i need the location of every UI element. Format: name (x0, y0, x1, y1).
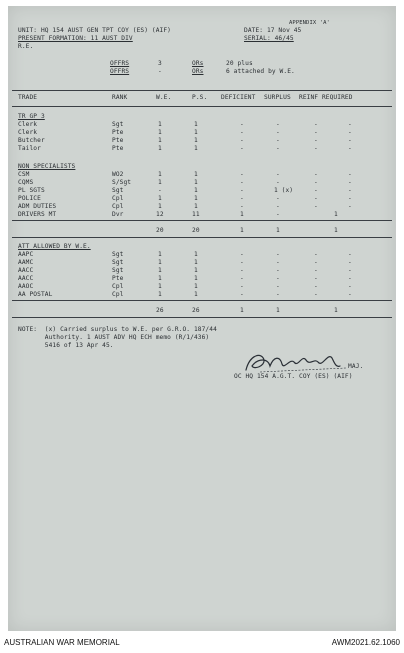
footer-institution: AUSTRALIAN WAR MEMORIAL (4, 638, 120, 647)
total-we: 26 (156, 307, 164, 314)
reinf-cell: - (314, 259, 318, 266)
ps-cell: 1 (194, 171, 198, 178)
surplus-cell: - (276, 251, 280, 258)
we-cell: 1 (158, 267, 162, 274)
trade-cell: DRIVERS MT (18, 211, 57, 218)
we-cell: 1 (158, 283, 162, 290)
col-rank: RANK (112, 94, 128, 101)
total-reinf: 1 (334, 307, 338, 314)
rank-cell: Pte (112, 145, 124, 152)
trade-cell: AAMC (18, 259, 34, 266)
reinf-cell: - (314, 291, 318, 298)
total-reinf: 1 (334, 227, 338, 234)
reinf-cell: - (314, 251, 318, 258)
group-title: NON SPECIALISTS (18, 163, 76, 170)
extra-cell: - (348, 283, 352, 290)
total-sur: 1 (276, 307, 280, 314)
deficient-cell: - (240, 121, 244, 128)
col-we: W.E. (156, 94, 172, 101)
col-reinf: REINF REQUIRED (299, 94, 353, 101)
surplus-cell: - (276, 211, 280, 218)
surplus-cell: - (276, 267, 280, 274)
signature-rank: MAJ. (348, 363, 364, 370)
reinf-cell: - (314, 145, 318, 152)
reinf-cell: - (314, 179, 318, 186)
ps-cell: 1 (194, 275, 198, 282)
header-rule-bottom (12, 106, 392, 107)
trade-cell: AA POSTAL (18, 291, 53, 298)
deficient-cell: - (240, 267, 244, 274)
rank-cell: Dvr (112, 211, 124, 218)
reinf-cell: - (314, 129, 318, 136)
col-ps: P.S. (192, 94, 208, 101)
extra-cell: - (348, 129, 352, 136)
we-cell: 1 (158, 251, 162, 258)
surplus-cell: - (276, 171, 280, 178)
offrs-value: 3 (158, 60, 162, 67)
col-trade: TRADE (18, 94, 38, 101)
rank-cell: Pte (112, 129, 124, 136)
rank-cell: Sgt (112, 259, 124, 266)
deficient-cell: - (240, 291, 244, 298)
deficient-cell: - (240, 129, 244, 136)
ps-cell: 1 (194, 291, 198, 298)
extra-cell: - (348, 137, 352, 144)
document-page (8, 6, 396, 631)
extra-cell: - (348, 121, 352, 128)
note-line-1: NOTE: (x) Carried surplus to W.E. per G.R.O. 187/44 (18, 326, 217, 333)
reinf-cell: - (314, 267, 318, 274)
extra-cell: - (348, 291, 352, 298)
deficient-cell: - (240, 179, 244, 186)
ps-cell: 1 (194, 251, 198, 258)
trade-cell: ADM DUTIES (18, 203, 57, 210)
we-cell: 1 (158, 171, 162, 178)
surplus-cell: - (276, 291, 280, 298)
reinf-cell: - (314, 137, 318, 144)
reinf-cell: - (314, 275, 318, 282)
ps-cell: 1 (194, 283, 198, 290)
rank-cell: Pte (112, 137, 124, 144)
reinf-cell: - (314, 203, 318, 210)
extra-cell: - (348, 275, 352, 282)
rank-cell: Sgt (112, 251, 124, 258)
offrs-label-2: OFFRS (110, 68, 130, 75)
serial-line: SERIAL: 46/45 (244, 35, 294, 42)
reinf-cell: - (314, 121, 318, 128)
rank-cell: Sgt (112, 121, 124, 128)
totals-rule (12, 300, 392, 301)
we-cell: 1 (158, 203, 162, 210)
deficient-cell: - (240, 275, 244, 282)
ps-cell: 1 (194, 137, 198, 144)
trade-cell: POLICE (18, 195, 41, 202)
surplus-cell: - (276, 129, 280, 136)
rank-cell: S/Sgt (112, 179, 132, 186)
ps-cell: 1 (194, 203, 198, 210)
ps-cell: 1 (194, 129, 198, 136)
trade-cell: AACC (18, 267, 34, 274)
reinf-cell: - (314, 195, 318, 202)
totals-rule (12, 220, 392, 221)
trade-cell: CQMS (18, 179, 34, 186)
ps-cell: 1 (194, 267, 198, 274)
trade-cell: Tailor (18, 145, 41, 152)
rank-cell: Cpl (112, 291, 124, 298)
deficient-cell: - (240, 195, 244, 202)
rank-cell: Cpl (112, 203, 124, 210)
ps-cell: 11 (192, 211, 200, 218)
trade-cell: Butcher (18, 137, 45, 144)
reinf-cell: - (314, 283, 318, 290)
surplus-cell: - (276, 203, 280, 210)
col-deficient: DEFICIENT (221, 94, 256, 101)
we-cell: 1 (158, 195, 162, 202)
surplus-cell: - (276, 145, 280, 152)
surplus-cell: - (276, 121, 280, 128)
surplus-cell: - (276, 195, 280, 202)
extra-cell: - (348, 195, 352, 202)
deficient-cell: - (240, 203, 244, 210)
reinf-cell: 1 (334, 211, 338, 218)
date-line: DATE: 17 Nov 45 (244, 27, 302, 34)
offrs-label: OFFRS (110, 60, 130, 67)
totals-rule-bottom (12, 237, 392, 238)
unit-line: UNIT: HQ 154 AUST GEN TPT COY (ES) (AIF) (18, 27, 172, 34)
total-sur: 1 (276, 227, 280, 234)
total-ps: 20 (192, 227, 200, 234)
extra-cell: - (348, 259, 352, 266)
ors-label: ORs (192, 60, 204, 67)
surplus-cell: - (276, 179, 280, 186)
ps-cell: 1 (194, 179, 198, 186)
rank-cell: Cpl (112, 195, 124, 202)
we-cell: 1 (158, 129, 162, 136)
deficient-cell: 1 (240, 211, 244, 218)
total-ps: 26 (192, 307, 200, 314)
surplus-cell: - (276, 283, 280, 290)
note-line-3: 5416 of 13 Apr 45. (18, 342, 114, 349)
signature-title: OC HQ 154 A.G.T. COY (ES) (AIF) (234, 373, 353, 380)
we-cell: 1 (158, 121, 162, 128)
surplus-cell: - (276, 259, 280, 266)
ps-cell: 1 (194, 195, 198, 202)
re-line: R.E. (18, 43, 34, 50)
trade-cell: AAOC (18, 283, 34, 290)
group-title: ATT ALLOWED BY W.E. (18, 243, 91, 250)
header-rule-top (12, 90, 392, 91)
we-cell: - (158, 187, 162, 194)
we-cell: 1 (158, 145, 162, 152)
surplus-cell: - (276, 275, 280, 282)
trade-cell: Clerk (18, 121, 38, 128)
totals-rule-bottom (12, 317, 392, 318)
deficient-cell: - (240, 137, 244, 144)
rank-cell: Cpl (112, 283, 124, 290)
surplus-cell: 1 (x) (274, 187, 294, 194)
trade-cell: PL SGTS (18, 187, 45, 194)
reinf-cell: - (314, 187, 318, 194)
reinf-cell: - (314, 171, 318, 178)
extra-cell: - (348, 171, 352, 178)
ors-value: 20 plus (226, 60, 253, 67)
ors-label-2: ORs (192, 68, 204, 75)
trade-cell: AAPC (18, 251, 34, 258)
trade-cell: CSM (18, 171, 30, 178)
trade-cell: AACC (18, 275, 34, 282)
extra-cell: - (348, 267, 352, 274)
extra-cell: - (348, 179, 352, 186)
total-def: 1 (240, 227, 244, 234)
we-cell: 1 (158, 275, 162, 282)
deficient-cell: - (240, 251, 244, 258)
offrs-dash: - (158, 68, 162, 75)
we-cell: 1 (158, 137, 162, 144)
footer-accession: AWM2021.62.1060 (331, 638, 400, 647)
extra-cell: - (348, 187, 352, 194)
ps-cell: 1 (194, 259, 198, 266)
deficient-cell: - (240, 145, 244, 152)
col-surplus: SURPLUS (264, 94, 291, 101)
archive-footer (0, 631, 404, 653)
rank-cell: Pte (112, 275, 124, 282)
surplus-cell: - (276, 137, 280, 144)
deficient-cell: - (240, 171, 244, 178)
rank-cell: Sgt (112, 187, 124, 194)
we-cell: 1 (158, 179, 162, 186)
note-line-2: Authority. 1 AUST ADV HQ ECH memo (R/1/436) (18, 334, 210, 341)
total-we: 20 (156, 227, 164, 234)
we-cell: 1 (158, 291, 162, 298)
extra-cell: - (348, 145, 352, 152)
formation-line: PRESENT FORMATION: 11 AUST DIV (18, 35, 133, 42)
total-def: 1 (240, 307, 244, 314)
appendix-label: APPENDIX 'A' (289, 20, 330, 26)
ps-cell: 1 (194, 145, 198, 152)
we-cell: 1 (158, 259, 162, 266)
ps-cell: 1 (194, 121, 198, 128)
deficient-cell: - (240, 259, 244, 266)
deficient-cell: - (240, 283, 244, 290)
trade-cell: Clerk (18, 129, 38, 136)
rank-cell: Sgt (112, 267, 124, 274)
rank-cell: WO2 (112, 171, 124, 178)
deficient-cell: - (240, 187, 244, 194)
extra-cell: - (348, 203, 352, 210)
group-title: TR GP 3 (18, 113, 45, 120)
ors-attached: 6 attached by W.E. (226, 68, 295, 75)
we-cell: 12 (156, 211, 164, 218)
extra-cell: - (348, 251, 352, 258)
ps-cell: 1 (194, 187, 198, 194)
